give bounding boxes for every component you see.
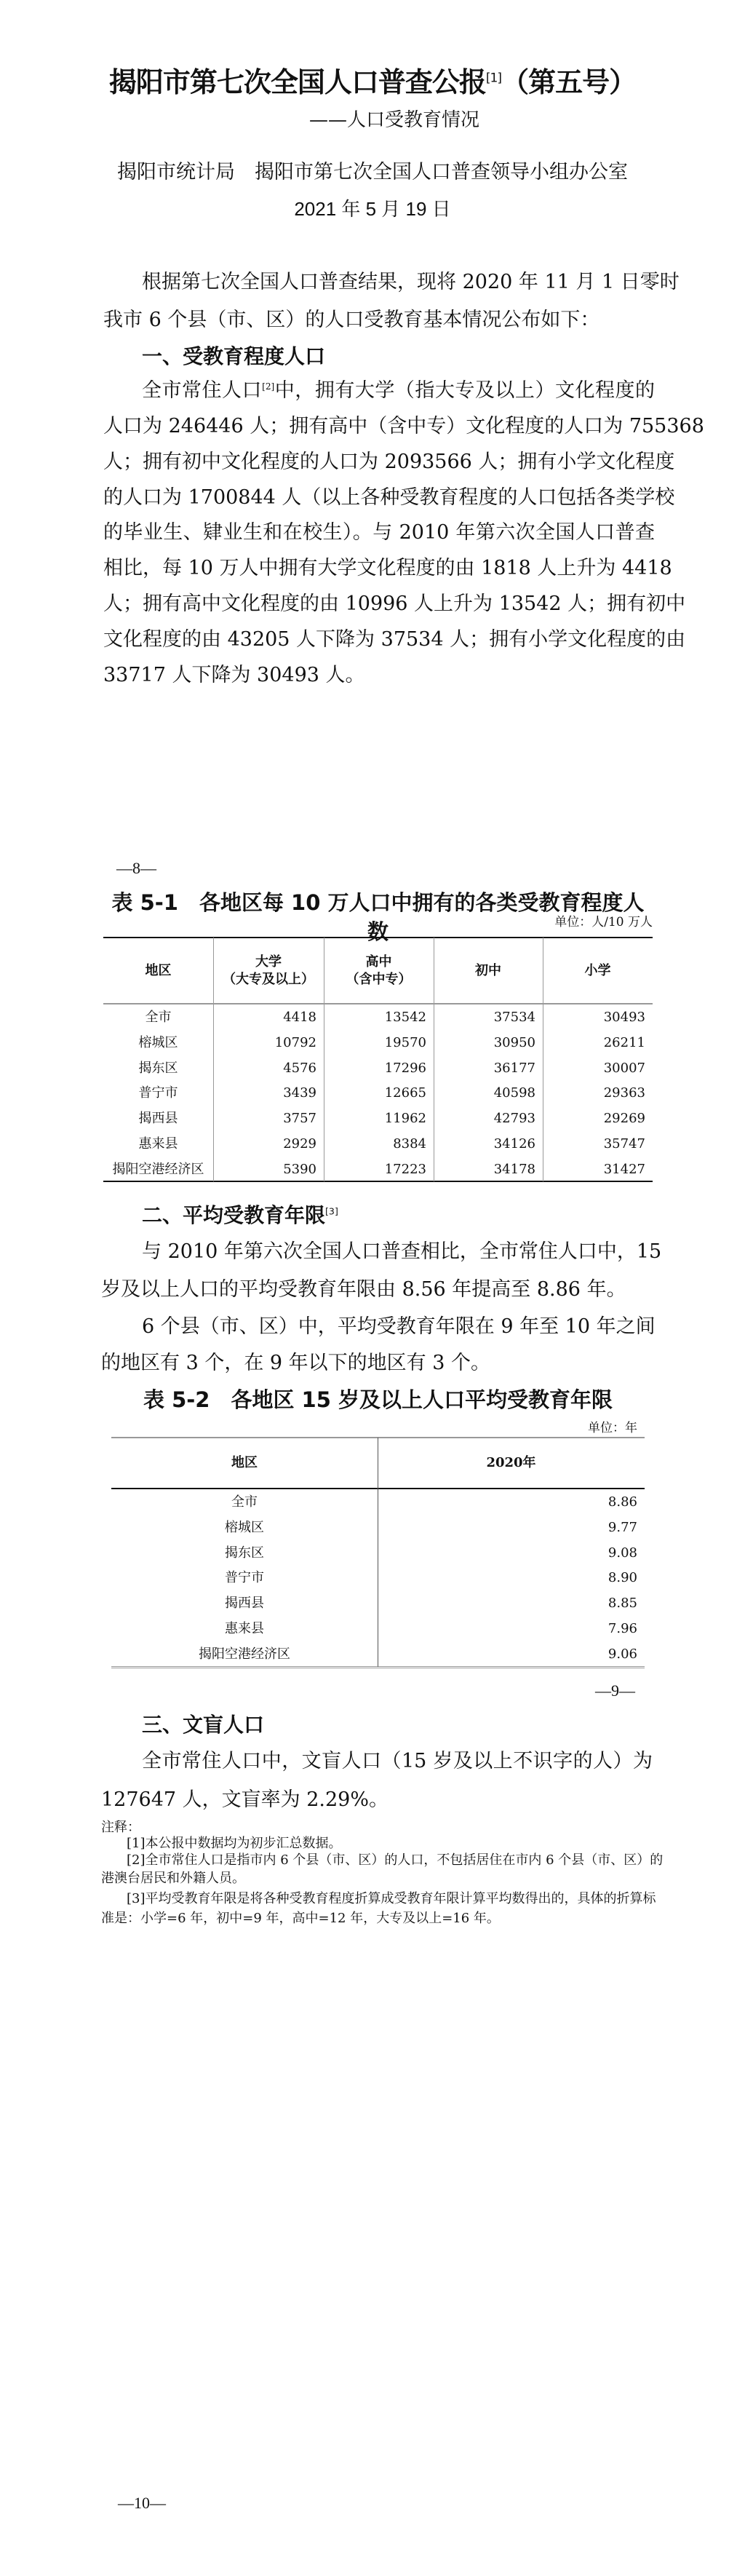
section3-heading: 三、文盲人口 (142, 1713, 265, 1737)
paragraph-line: 的地区有 3 个，在 9 年以下的地区有 3 个。 (101, 1352, 491, 1374)
value-cell: 35747 (603, 1136, 645, 1152)
table1-header-cell (543, 938, 653, 1003)
paragraph-line: 相比，每 10 万人中拥有大学文化程度的由 1818 人上升为 4418 (103, 557, 672, 580)
table-row (103, 1080, 653, 1106)
value-cell: 17223 (384, 1161, 426, 1177)
value-cell: 30007 (603, 1060, 645, 1076)
table-row (103, 1055, 653, 1081)
value-cell: 2929 (283, 1136, 316, 1152)
paragraph-line: 6 个县（市、区）中，平均受教育年限在 9 年至 10 年之间 (142, 1315, 656, 1338)
value-cell: 34178 (493, 1161, 535, 1177)
title-suffix: （第五号） (501, 66, 637, 98)
value-cell: 29363 (603, 1085, 645, 1101)
issuer: 揭阳市统计局 揭阳市第七次全国人口普查领导小组办公室 (117, 161, 628, 183)
region-cell: 揭东区 (225, 1545, 264, 1561)
paragraph-line: 与 2010 年第六次全国人口普查相比，全市常住人口中，15 (142, 1240, 662, 1263)
region-cell: 揭阳空港经济区 (112, 1161, 204, 1177)
paragraph-line: 的人口为 1700844 人（以上各种受教育程度的人口包括各类学校 (103, 486, 675, 509)
table-row (111, 1489, 645, 1515)
value-cell: 9.77 (607, 1519, 637, 1535)
table1-header-cell (434, 938, 543, 1003)
footnote-ref-2: [2] (262, 381, 275, 392)
issue-date: 2021 年 5 月 19 日 (294, 198, 451, 220)
paragraph-line: 127647 人，文盲率为 2.29%。 (101, 1788, 389, 1811)
table-row (111, 1540, 645, 1566)
value-cell: 3439 (283, 1085, 316, 1101)
text: 二、平均受教育年限 (142, 1203, 326, 1227)
footnote-line: [2]全市常住人口是指市内 6 个县（市、区）的人口，不包括居住在市内 6 个县（市、区）的 (127, 1852, 664, 1868)
value-cell: 12665 (384, 1085, 426, 1101)
region-cell: 榕城区 (225, 1519, 264, 1535)
value-cell: 37534 (493, 1010, 535, 1025)
region-cell: 揭阳空港经济区 (199, 1646, 290, 1662)
header-text: 小学 (584, 962, 611, 978)
table-row (111, 1641, 645, 1667)
page-number-9: —9— (595, 1681, 635, 1700)
table2-caption: 表 5-2 各地区 15 岁及以上人口平均受教育年限 (143, 1387, 613, 1412)
table1-unit: 单位：人/10 万人 (554, 915, 653, 930)
paragraph-line: 全市常住人口中，文盲人口（15 岁及以上不识字的人）为 (142, 1750, 653, 1772)
value-cell: 17296 (384, 1060, 426, 1076)
value-cell: 26211 (603, 1034, 645, 1050)
footnote-line: [3]平均受教育年限是将各种受教育程度折算成受教育年限计算平均数得出的，具体的折算标 (127, 1891, 656, 1906)
header-text: （含中专） (346, 971, 412, 987)
table1-header-cell (213, 938, 324, 1003)
value-cell: 31427 (603, 1161, 645, 1177)
value-cell: 13542 (384, 1010, 426, 1025)
region-cell: 揭西县 (138, 1111, 178, 1127)
header-text: 高中 (365, 954, 392, 970)
table1-header-cell (324, 938, 434, 1003)
value-cell: 19570 (384, 1034, 426, 1050)
value-cell: 4418 (283, 1010, 316, 1025)
table-row (111, 1590, 645, 1616)
page-number-10: —10— (118, 2494, 166, 2512)
value-cell: 5390 (283, 1161, 316, 1177)
value-cell: 3757 (283, 1111, 316, 1127)
paragraph-line: 根据第七次全国人口普查结果，现将 2020 年 11 月 1 日零时 (142, 271, 680, 293)
table2-header-region: 地区 (231, 1455, 258, 1470)
region-cell: 惠来县 (138, 1136, 178, 1152)
value-cell: 40598 (493, 1085, 535, 1101)
table-row (103, 1106, 653, 1131)
footnote-line: 准是：小学=6 年，初中=9 年，高中=12 年，大专及以上=16 年。 (101, 1911, 500, 1926)
header-text: 地区 (145, 962, 172, 978)
value-cell: 10792 (274, 1034, 316, 1050)
table-row (111, 1616, 645, 1641)
footnote-line: [1]本公报中数据均为初步汇总数据。 (127, 1836, 342, 1851)
page-title (0, 64, 745, 100)
table-row (111, 1565, 645, 1590)
region-cell: 全市 (145, 1010, 172, 1025)
subtitle: ——人口受教育情况 (308, 109, 479, 131)
paragraph-line: 33717 人下降为 30493 人。 (103, 663, 365, 686)
value-cell: 8.86 (607, 1494, 637, 1510)
table1-header-cell (103, 938, 213, 1003)
region-cell: 惠来县 (225, 1621, 264, 1636)
table1-caption: 表 5-1 各地区每 10 万人口中拥有的各类受教育程度人数 (111, 890, 645, 944)
section2-heading (142, 1201, 338, 1230)
text: 全市常住人口 (142, 379, 263, 402)
value-cell: 8.90 (607, 1570, 637, 1586)
table2-header-year: 2020年 (486, 1455, 536, 1470)
header-text: 初中 (475, 962, 501, 978)
title-text: 揭阳市第七次全国人口普查公报 (108, 66, 486, 98)
value-cell: 9.08 (607, 1545, 637, 1561)
footnote-ref-3: [3] (325, 1205, 338, 1217)
region-cell: 普宁市 (138, 1085, 178, 1101)
table-row (103, 1157, 653, 1182)
paragraph-line: 人；拥有高中文化程度的由 10996 人上升为 13542 人；拥有初中 (103, 593, 686, 615)
table-row (103, 1004, 653, 1030)
paragraph-line: 人；拥有初中文化程度的人口为 2093566 人；拥有小学文化程度 (103, 450, 675, 473)
value-cell: 9.06 (607, 1646, 637, 1662)
section1-first-line (142, 376, 655, 405)
value-cell: 42793 (493, 1111, 535, 1127)
paragraph-line: 文化程度的由 43205 人下降为 37534 人；拥有小学文化程度的由 (103, 627, 686, 651)
value-cell: 8384 (393, 1136, 426, 1152)
page-number-8: —8— (116, 859, 156, 877)
notes-label: 注释： (101, 1820, 140, 1835)
region-cell: 榕城区 (138, 1034, 178, 1050)
text: 中，拥有大学（指大专及以上）文化程度的 (274, 379, 656, 402)
paragraph-line: 我市 6 个县（市、区）的人口受教育基本情况公布如下： (103, 309, 600, 331)
footnote-ref-1: [1] (485, 71, 502, 86)
table2-unit: 单位：年 (588, 1421, 637, 1435)
paragraph-line: 的毕业生、肄业生和在校生）。与 2010 年第六次全国人口普查 (103, 521, 655, 544)
region-cell: 全市 (231, 1494, 258, 1510)
value-cell: 36177 (493, 1060, 535, 1076)
paragraph-line: 人口为 246446 人；拥有高中（含中专）文化程度的人口为 755368 (103, 415, 704, 437)
table-row (111, 1515, 645, 1540)
table-row (103, 1030, 653, 1055)
value-cell: 11962 (384, 1111, 426, 1127)
value-cell: 30493 (603, 1010, 645, 1025)
value-cell: 29269 (603, 1111, 645, 1127)
value-cell: 7.96 (607, 1621, 637, 1636)
value-cell: 8.85 (607, 1596, 637, 1612)
paragraph-line: 岁及以上人口的平均受教育年限由 8.56 年提高至 8.86 年。 (101, 1278, 626, 1301)
table-row (103, 1131, 653, 1157)
section1-heading: 一、受教育程度人口 (142, 344, 326, 368)
header-text: 大学 (255, 954, 282, 970)
value-cell: 4576 (283, 1060, 316, 1076)
region-cell: 普宁市 (225, 1570, 264, 1586)
value-cell: 34126 (493, 1136, 535, 1152)
value-cell: 30950 (493, 1034, 535, 1050)
region-cell: 揭西县 (225, 1596, 264, 1612)
header-text: （大专及以上） (223, 971, 314, 987)
footnote-line: 港澳台居民和外籍人员。 (101, 1871, 245, 1886)
region-cell: 揭东区 (138, 1060, 178, 1076)
